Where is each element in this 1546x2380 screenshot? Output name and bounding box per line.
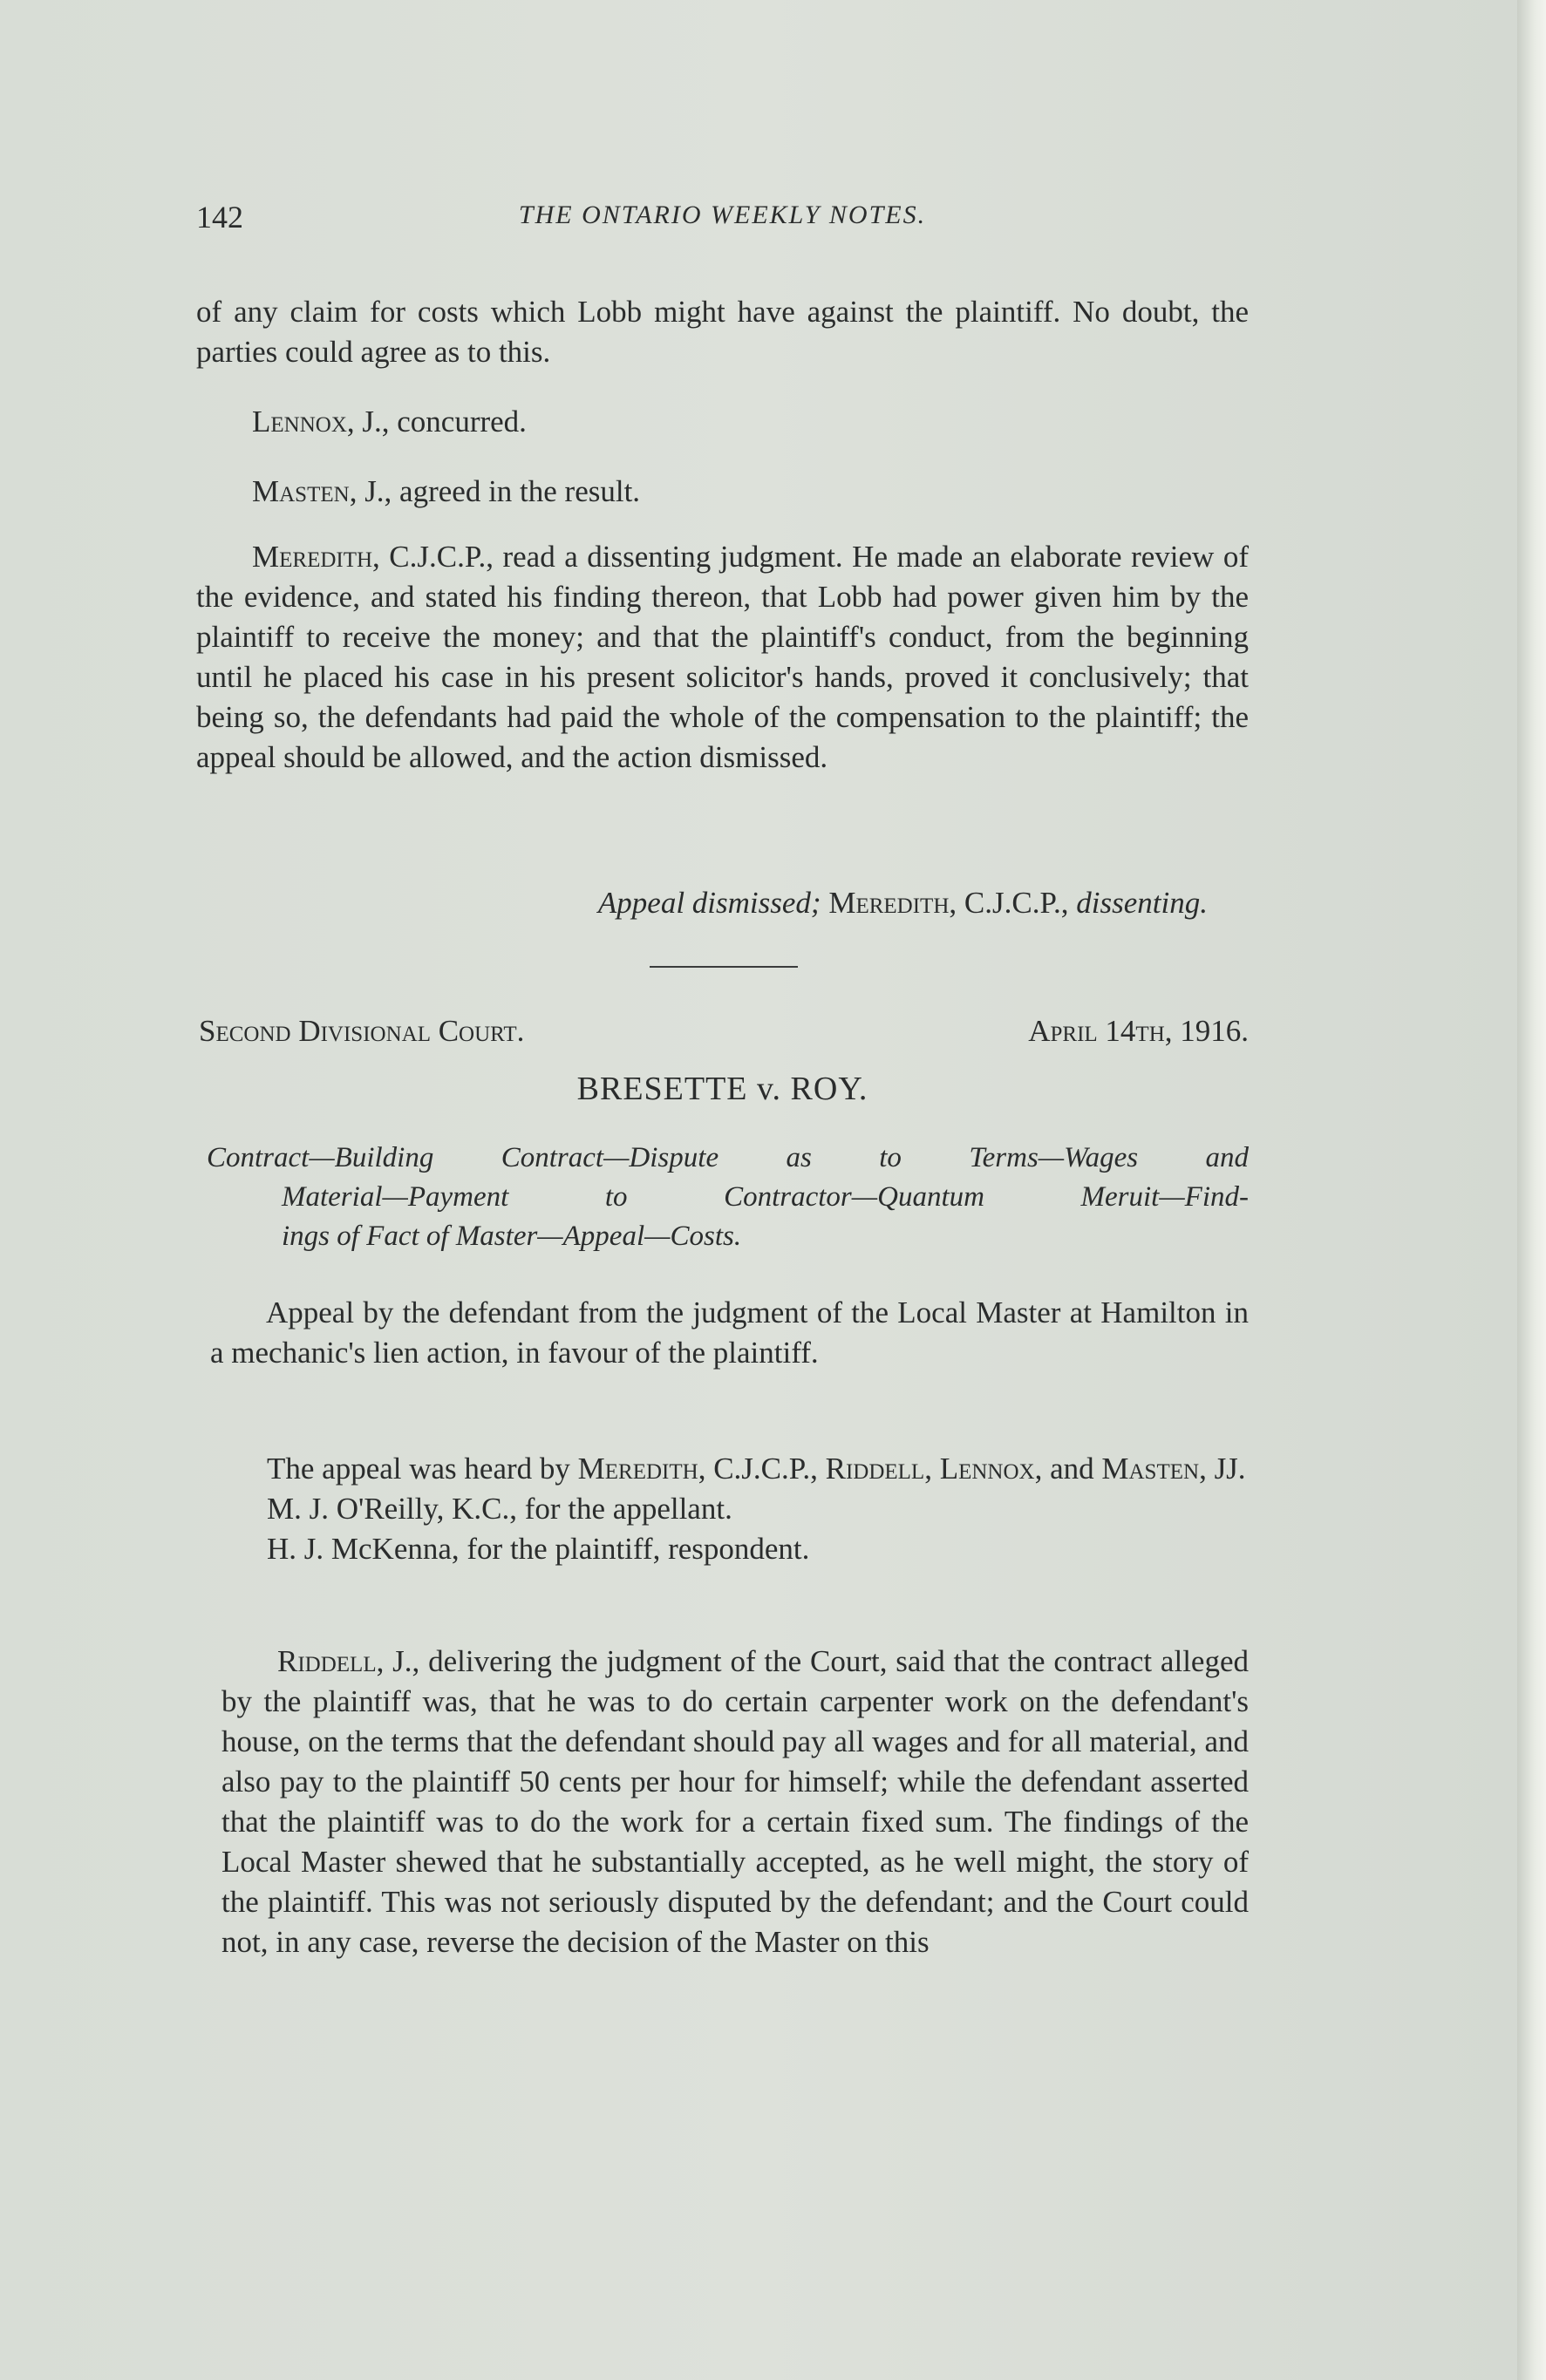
disposition-result: Appeal dismissed; bbox=[597, 886, 821, 920]
intro-paragraph: Appeal by the defendant from the judgment of the Local Master at Hamilton in a mechanic's lien action, in favour of the plaintiff. bbox=[210, 1295, 1249, 1370]
opinion-text: , C.J.C.P., read a dissenting judgment. He made an elaborate review of the evidence, and stated his finding thereon, that Lobb had power given him by the plaintiff to receive the money; and that the plaintiff's conduct, from the beginning until he placed his case in his present solicitor's hands, proved it conclusively; that being so, the defendants had paid the whole of the compensation to the plaintiff; the appeal should be allowed, and the action dismissed. bbox=[196, 540, 1249, 774]
judge-name: Meredith bbox=[577, 1452, 698, 1486]
lennox-opinion bbox=[196, 402, 1249, 442]
judgment-text: , J., delivering the judgment of the Court, said that the contract alleged by the plaintiff was, that he was to do certain carpenter work on the defendant's house, on the terms that the defendant should pay all wages and for all material, and also pay to the plaintiff 50 cents per hour for himself; while the defendant asserted that the plaintiff was to do the work for a certain fixed sum. The findings of the Local Master shewed that he substantially accepted, as he well might, the story of the plaintiff. This was not seriously disputed by the defendant; and the Court could not, in any case, reverse the decision of the Master on this bbox=[221, 1644, 1249, 1959]
masten-opinion bbox=[196, 472, 1249, 512]
judge-name: Lennox bbox=[939, 1452, 1035, 1486]
case-title: BRESETTE v. ROY. bbox=[576, 1071, 868, 1107]
headnote-line: Material—Payment to Contractor—Quantum Meruit—Find- bbox=[282, 1181, 1249, 1213]
opinion-text: , J., agreed in the result. bbox=[349, 474, 641, 508]
judge-name: Masten bbox=[1101, 1452, 1200, 1486]
judge-name: Riddell bbox=[825, 1452, 925, 1486]
judge-name: Meredith bbox=[828, 886, 950, 920]
judge-name: Masten bbox=[252, 474, 350, 508]
judge-name: Lennox bbox=[252, 405, 347, 439]
counsel-appellant: M. J. O'Reilly, K.C., for the appellant. bbox=[267, 1492, 732, 1526]
riddell-judgment bbox=[221, 1642, 1249, 1962]
continuation-block bbox=[196, 292, 1249, 372]
headnote bbox=[207, 1139, 1249, 1256]
page-number: 142 bbox=[196, 200, 243, 235]
counsel-respondent: H. J. McKenna, for the plaintiff, respondent. bbox=[267, 1532, 810, 1566]
page-header bbox=[196, 199, 1249, 242]
court-name: Second Divisional Court. bbox=[199, 1014, 525, 1048]
decision-date: April 14th, 1916. bbox=[1028, 1014, 1249, 1048]
disposition bbox=[196, 883, 1208, 923]
hearing-block: The appeal was heard by Meredith, C.J.C.P., Riddell, Lennox, and Masten, JJ. M. J. O'Reilly, K.C., for the appellant. H. J. McKenna, for the plaintiff, respondent. bbox=[211, 1449, 1249, 1569]
continuation-paragraph: of any claim for costs which Lobb might have against the plaintiff. No doubt, the parties could agree as to this. bbox=[196, 295, 1249, 369]
opinion-text: , J., concurred. bbox=[346, 405, 527, 439]
judge-name: Meredith bbox=[252, 540, 373, 574]
dissent-label: dissenting. bbox=[1076, 886, 1208, 920]
headnote-line: ings of Fact of Master—Appeal—Costs. bbox=[282, 1221, 742, 1252]
meredith-dissent bbox=[196, 537, 1249, 778]
judge-title: , C.J.C.P., bbox=[949, 886, 1077, 920]
headnote-line: Contract—Building Contract—Dispute as to Terms—Wages and bbox=[207, 1142, 1249, 1173]
page-edge bbox=[1517, 0, 1546, 2380]
court-date-line bbox=[199, 1011, 1249, 1051]
appeal-intro bbox=[210, 1293, 1249, 1373]
section-divider bbox=[650, 966, 798, 968]
running-title: THE ONTARIO WEEKLY NOTES. bbox=[518, 201, 927, 229]
judge-name: Riddell bbox=[277, 1644, 377, 1678]
